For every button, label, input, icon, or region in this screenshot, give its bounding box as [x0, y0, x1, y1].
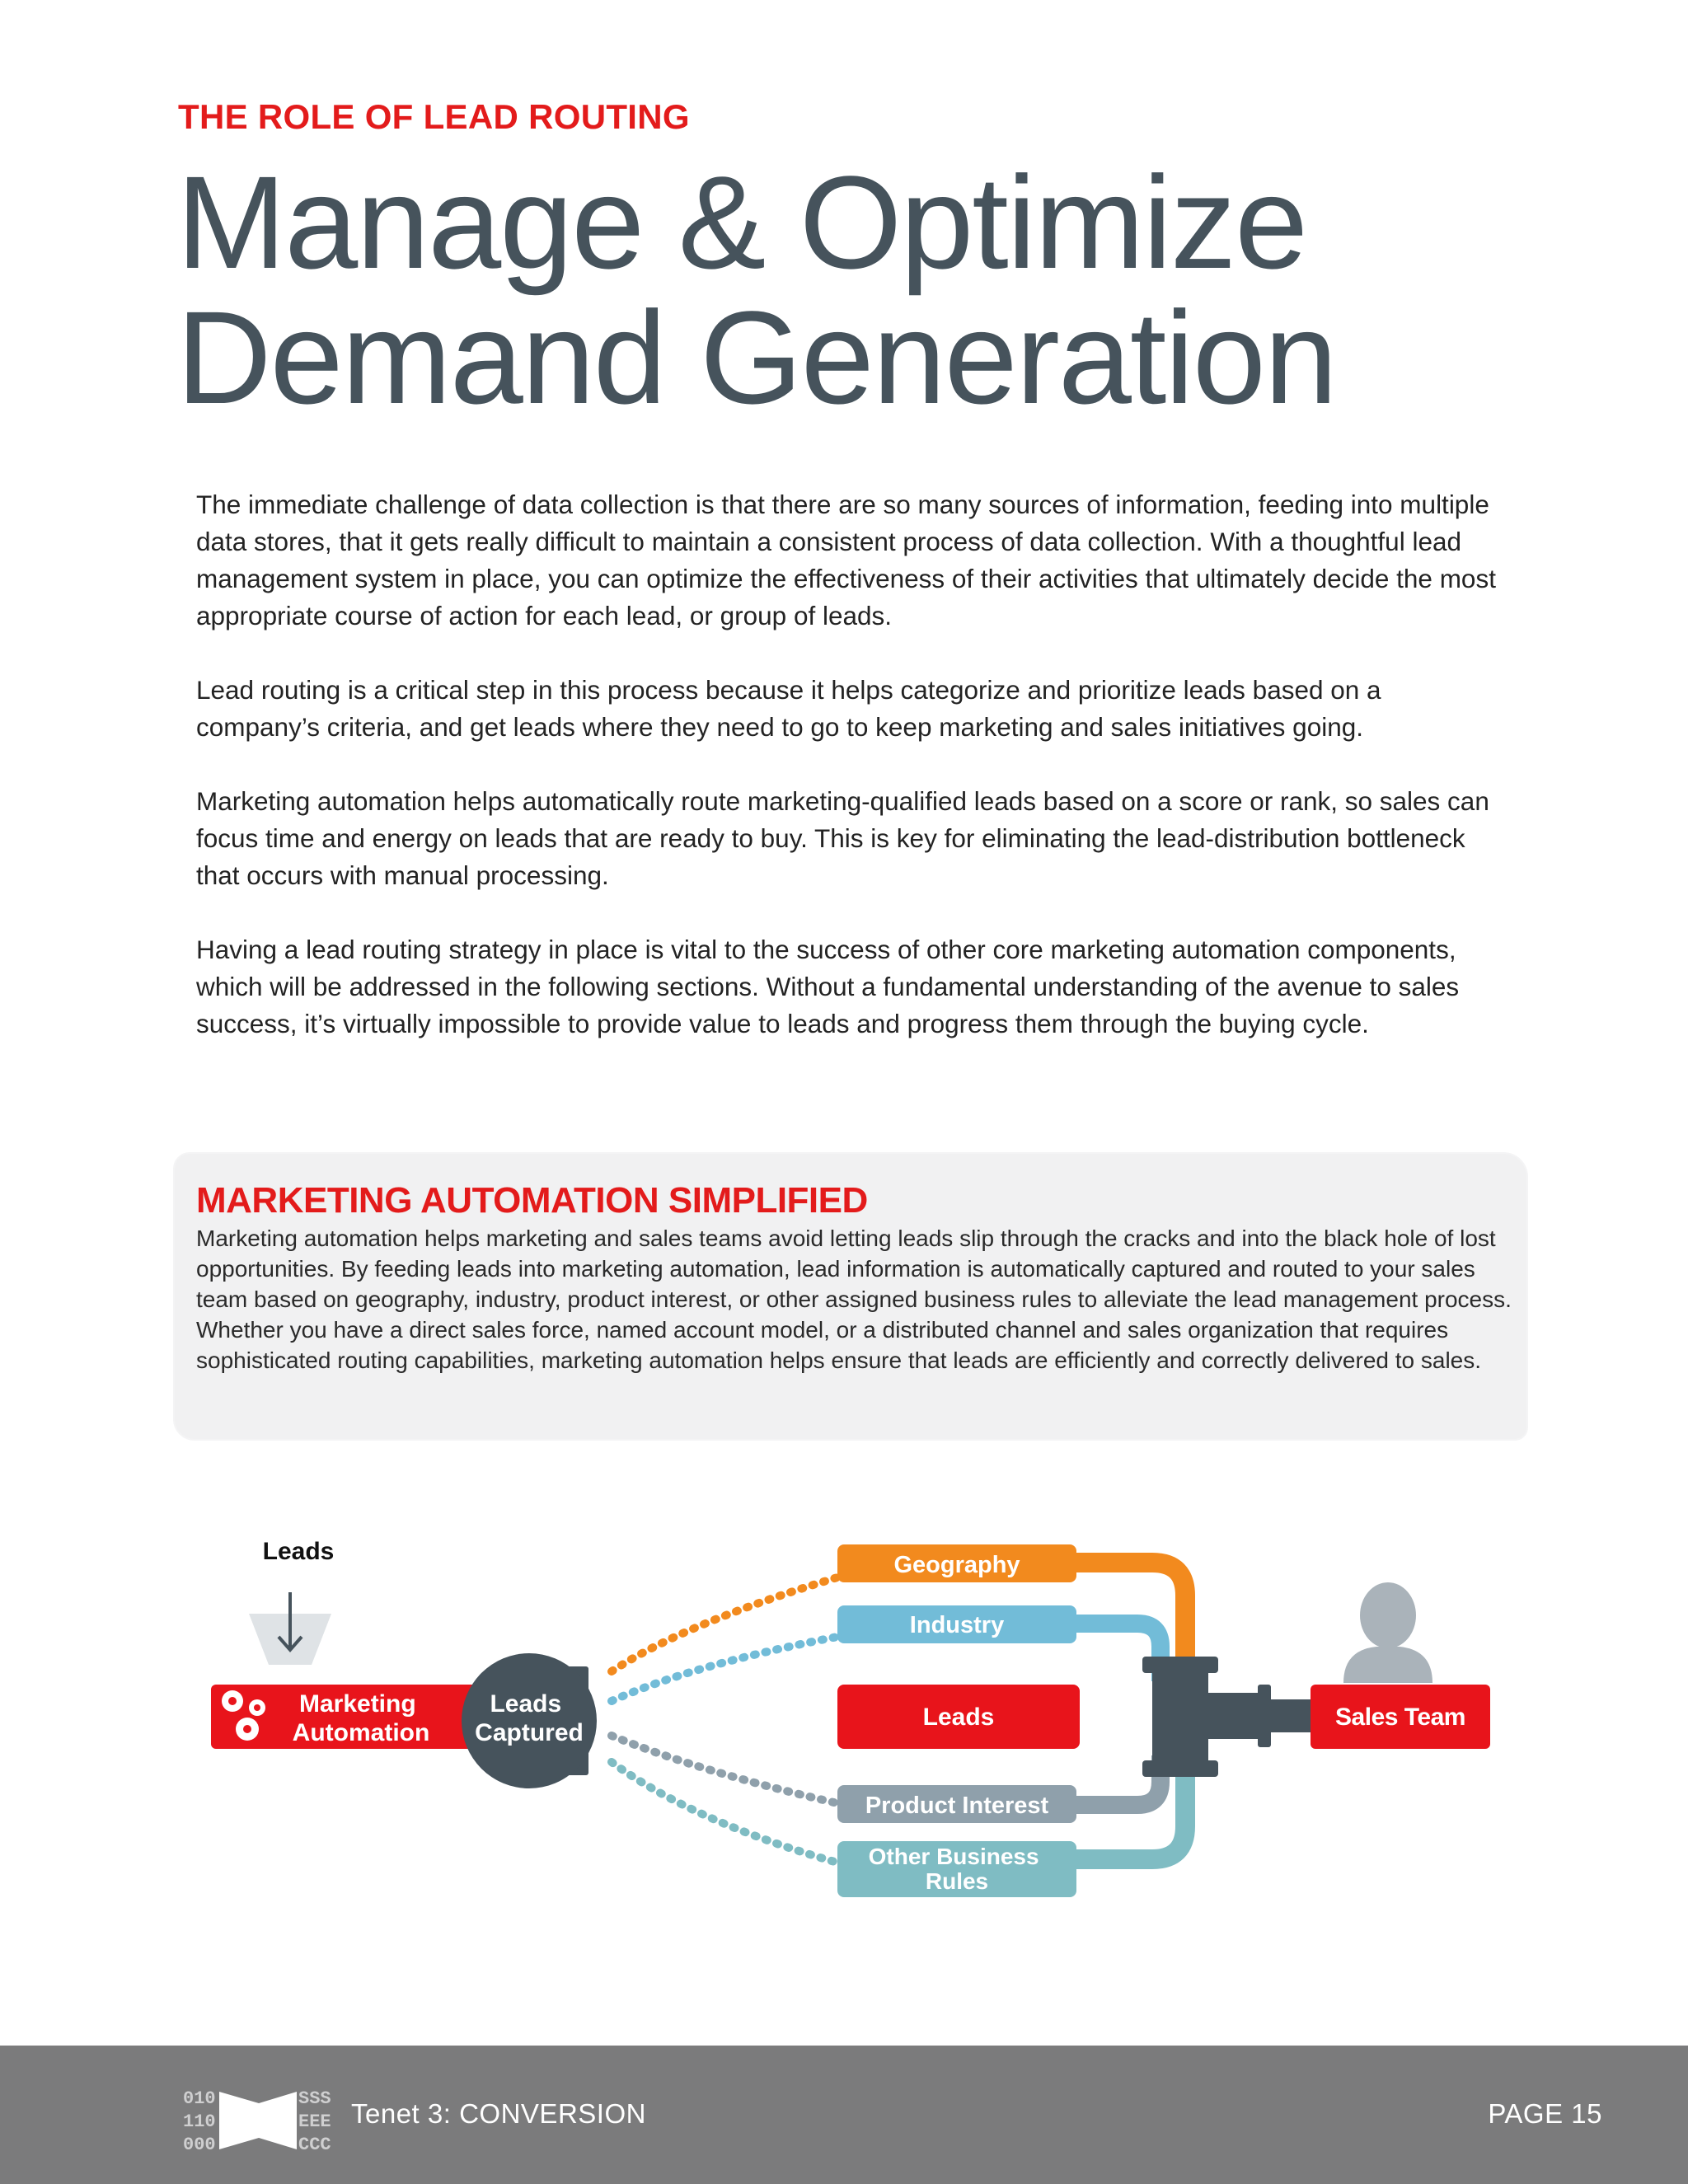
company-logo: [183, 2085, 336, 2156]
route-leads-label: Leads: [922, 1704, 995, 1731]
page-title-line-2: Demand Generation: [176, 284, 1336, 431]
dotted-connector-geography: [612, 1577, 837, 1671]
diagram-leads-label: Leads: [262, 1538, 335, 1565]
route-other-rules-line-2: Rules: [925, 1868, 989, 1894]
page-footer: [0, 2046, 1688, 2184]
logo-glyph-right-2: EEE: [298, 2111, 331, 2132]
dotted-connector-rules: [612, 1762, 837, 1863]
footer-page-number: PAGE 15: [1488, 2098, 1602, 2129]
lead-routing-diagram: [190, 1525, 1525, 1920]
pipe-coupler: [1142, 1657, 1271, 1777]
marketing-automation-line-1: Marketing: [298, 1690, 416, 1718]
sales-team-label: Sales Team: [1335, 1704, 1465, 1731]
body-paragraph-2: Lead routing is a critical step in this process because it helps categorize and prioritize leads based on a company’s criteria, and get leads where they need to go to keep marketing and sales initiatives going.: [196, 675, 1381, 742]
route-geography-label: Geography: [893, 1552, 1020, 1578]
body-paragraph-1: The immediate challenge of data collection is that there are so many sources of information, feeding into multiple data stores, that it gets really difficult to maintain a consistent process of data collection. With a thoughtful lead management system in place, you can optimize the effectiveness of their activities that ultimately decide the most appropriate course of action for each lead, or group of leads.: [196, 490, 1496, 630]
route-other-rules-line-1: Other Business: [868, 1844, 1039, 1869]
body-paragraph-4: Having a lead routing strategy in place is vital to the success of other core marketing automation components, which will be addressed in the following sections. Without a fundamental understanding of the avenue to sales success, it’s virtually impossible to provide value to leads and progress them through the buying cycle.: [196, 935, 1460, 1038]
person-icon: [1343, 1582, 1432, 1683]
footer-tenet: Tenet 3: CONVERSION: [351, 2098, 646, 2129]
leads-captured-line-2: Captured: [475, 1719, 584, 1746]
page-title: [176, 148, 1336, 431]
dotted-connector-industry: [612, 1637, 837, 1701]
body-text: [196, 486, 1498, 1080]
route-product-interest-label: Product Interest: [865, 1793, 1049, 1819]
callout-box: [175, 1154, 1526, 1439]
dotted-connector-product: [612, 1736, 837, 1803]
leads-captured-line-1: Leads: [490, 1690, 562, 1718]
logo-glyph-right-3: CCC: [298, 2135, 331, 2155]
logo-bowtie-icon: [219, 2092, 297, 2149]
page-title-line-1: Manage & Optimize: [176, 148, 1307, 296]
logo-glyph-left-2: 110: [183, 2111, 216, 2132]
logo-glyph-left-1: 010: [183, 2088, 216, 2109]
marketing-automation-line-2: Automation: [292, 1719, 430, 1746]
logo-glyph-left-3: 000: [183, 2135, 216, 2155]
route-industry-label: Industry: [909, 1612, 1005, 1638]
body-paragraph-3: Marketing automation helps automatically route marketing-qualified leads based on a score or rank, so sales can focus time and energy on leads that are ready to buy. This is key for eliminating the lead-distribution bottleneck that occurs with manual processing.: [196, 786, 1489, 890]
section-kicker: THE ROLE OF LEAD ROUTING: [178, 97, 690, 136]
callout-heading: MARKETING AUTOMATION SIMPLIFIED: [196, 1180, 868, 1221]
logo-glyph-right-1: SSS: [298, 2088, 331, 2109]
callout-text: Marketing automation helps marketing and sales teams avoid letting leads slip through the cracks and into the black hole of lost opportunities. By feeding leads into marketing automation, lead information is automatically captured and routed to your sales team based on geography, industry, product interest, or other assigned business rules to alleviate the lead management process. Whether you have a direct sales force, named account model, or a distributed channel and sales organization that requires sophisticated routing capabilities, marketing automation helps ensure that leads are efficiently and correctly delivered to sales.: [196, 1226, 1512, 1373]
